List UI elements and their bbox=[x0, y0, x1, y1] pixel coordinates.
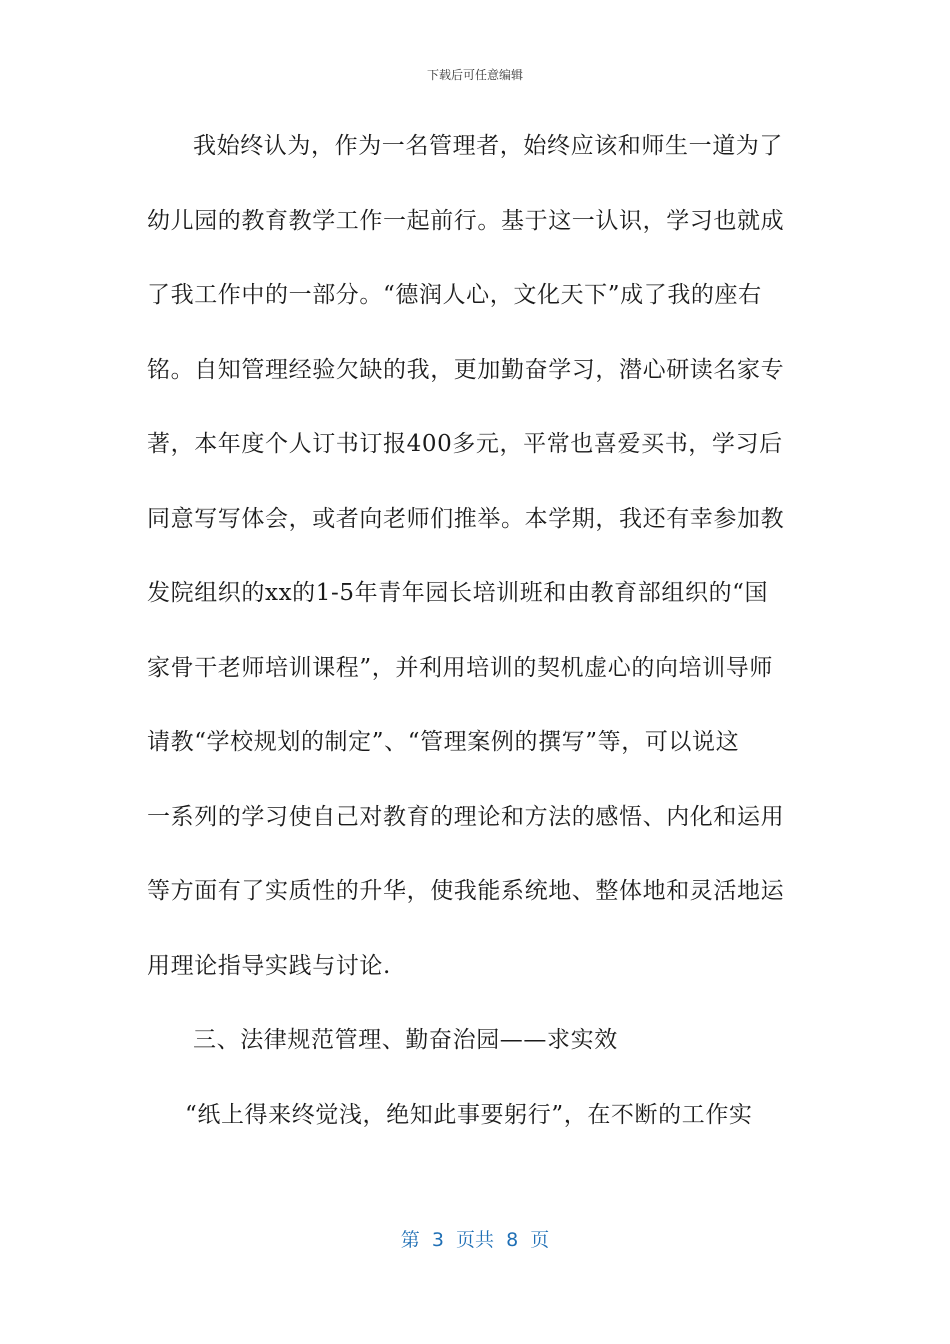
paragraph-line: 幼儿园的教育教学工作一起前行。基于这一认识，学习也就成 bbox=[147, 207, 785, 234]
page-number: 第 3 页共 8 页 bbox=[400, 1229, 550, 1251]
header-note: 下载后可任意编辑 bbox=[426, 68, 523, 82]
body-text bbox=[147, 127, 807, 1170]
paragraph-line: 家骨干老师培训课程”，并利用培训的契机虚心的向培训导师 bbox=[147, 654, 773, 681]
paragraph-line: 同意写写体会，或者向老师们推举。本学期，我还有幸参加教 bbox=[147, 505, 785, 532]
paragraph-line: 了我工作中的一部分。“德润人心，文化天下”成了我的座右 bbox=[147, 282, 762, 308]
paragraph-line: 用理论指导实践与讨论. bbox=[147, 952, 391, 979]
section-heading: 三、法律规范管理、勤奋治园——求实效 bbox=[193, 1027, 618, 1053]
paragraph-line: 请教“学校规划的制定”、“管理案例的撰写”等，可以说这 bbox=[147, 729, 740, 755]
paragraph-line: “纸上得来终觉浅，绝知此事要躬行”，在不断的工作实 bbox=[185, 1101, 753, 1128]
paragraph-line: 等方面有了实质性的升华，使我能系统地、整体地和灵活地运 bbox=[147, 878, 785, 904]
paragraph-line: 铭。自知管理经验欠缺的我，更加勤奋学习，潜心研读名家专 bbox=[147, 356, 785, 383]
paragraph-line: 发院组织的xx的1-5年青年园长培训班和由教育部组织的“国 bbox=[147, 580, 769, 606]
paragraph-line: 我始终认为，作为一名管理者，始终应该和师生一道为了 bbox=[193, 133, 783, 159]
paragraph-line: 一系列的学习使自己对教育的理论和方法的感悟、内化和运用 bbox=[147, 803, 785, 830]
paragraph-line: 著，本年度个人订书订报400多元，平常也喜爱买书，学习后 bbox=[147, 431, 783, 457]
